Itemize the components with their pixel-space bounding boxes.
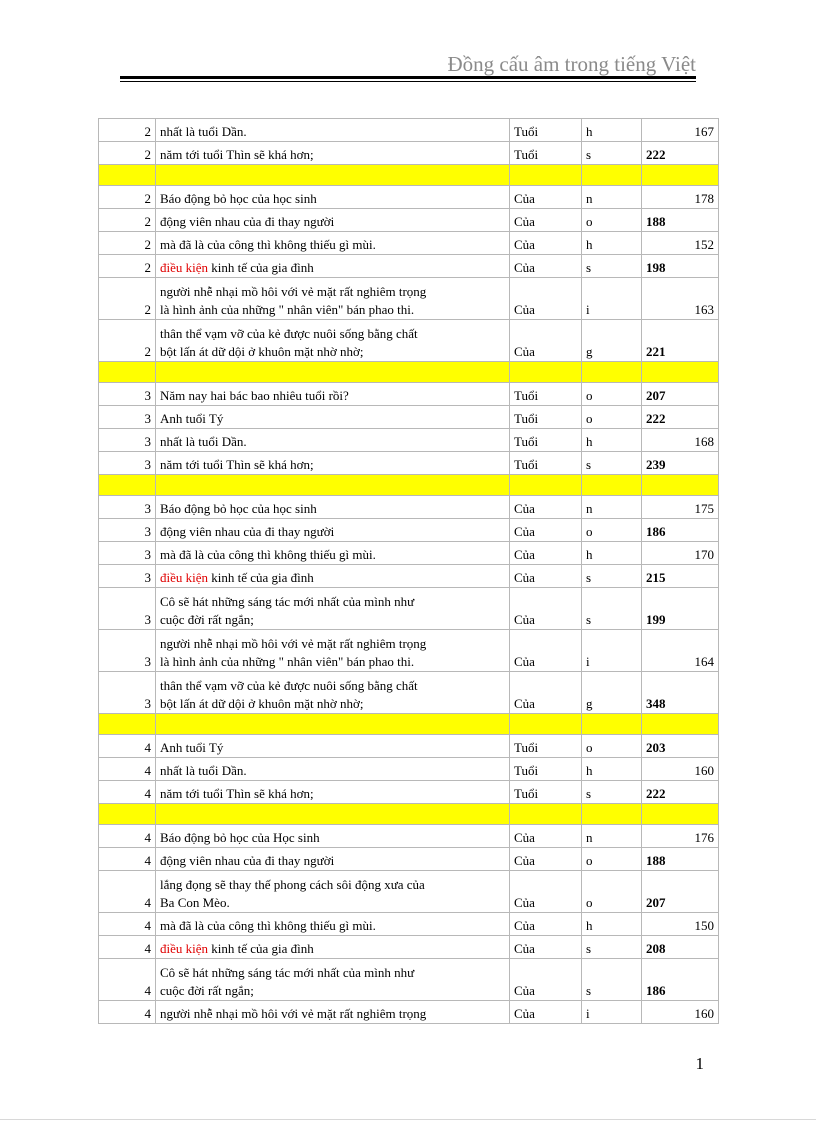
letter-cell: o [582, 519, 642, 542]
letter-cell: s [582, 781, 642, 804]
sentence-cell [156, 186, 510, 209]
keyword-cell: Của [510, 871, 582, 913]
table-row [99, 142, 719, 165]
value-cell: 150 [642, 913, 719, 936]
keyword-cell: Của [510, 320, 582, 362]
letter-cell: n [582, 496, 642, 519]
sentence-line-1: thân thể vạm vỡ của kẻ được nuôi sống bằng chất [160, 326, 418, 341]
table-row [99, 278, 719, 320]
table-row [99, 429, 719, 452]
sentence-cell [156, 383, 510, 406]
keyword-cell: Tuổi [510, 429, 582, 452]
keyword-cell: Tuổi [510, 781, 582, 804]
letter-cell: h [582, 429, 642, 452]
row-number-cell: 4 [99, 913, 156, 936]
header-rule-thick [120, 76, 696, 79]
value-cell: 167 [642, 119, 719, 142]
row-number-cell: 3 [99, 565, 156, 588]
value-cell: 239 [642, 452, 719, 475]
data-table [98, 118, 719, 1024]
keyword-cell: Của [510, 1001, 582, 1024]
sentence-cell [156, 848, 510, 871]
letter-cell: o [582, 848, 642, 871]
separator-cell [642, 475, 719, 496]
table-row [99, 781, 719, 804]
sentence-cell [156, 672, 510, 714]
keyword-cell: Của [510, 186, 582, 209]
separator-cell [156, 165, 510, 186]
table-row [99, 825, 719, 848]
highlighted-phrase: điều kiện [160, 570, 209, 585]
value-cell: 163 [642, 278, 719, 320]
table-row [99, 496, 719, 519]
sentence-text: kinh tế của gia đình [208, 260, 314, 275]
table-row [99, 542, 719, 565]
sentence-cell [156, 871, 510, 913]
sentence-cell [156, 519, 510, 542]
table-row [99, 913, 719, 936]
value-cell: 152 [642, 232, 719, 255]
table-row [99, 735, 719, 758]
table-row [99, 758, 719, 781]
sentence-cell [156, 320, 510, 362]
sentence-cell [156, 913, 510, 936]
row-number-cell: 4 [99, 735, 156, 758]
sentence-line-1: thân thể vạm vỡ của kẻ được nuôi sống bằng chất [160, 678, 418, 693]
sentence-text: mà đã là của công thì không thiếu gì mùi. [160, 547, 376, 562]
row-number-cell: 2 [99, 278, 156, 320]
row-number-cell: 3 [99, 383, 156, 406]
value-cell: 178 [642, 186, 719, 209]
value-cell: 199 [642, 588, 719, 630]
letter-cell: h [582, 913, 642, 936]
row-number-cell: 2 [99, 186, 156, 209]
table-row [99, 848, 719, 871]
highlighted-phrase: điều kiện [160, 941, 209, 956]
sentence-text: động viên nhau của đi thay người [160, 853, 335, 868]
table-row [99, 452, 719, 475]
separator-cell [156, 804, 510, 825]
keyword-cell: Của [510, 848, 582, 871]
row-number-cell: 2 [99, 255, 156, 278]
letter-cell: o [582, 209, 642, 232]
table-row [99, 630, 719, 672]
keyword-cell: Của [510, 209, 582, 232]
separator-cell [642, 165, 719, 186]
sentence-text: năm tới tuổi Thìn sẽ khá hơn; [160, 786, 314, 801]
value-cell: 207 [642, 383, 719, 406]
table-row [99, 959, 719, 1001]
letter-cell: n [582, 825, 642, 848]
value-cell: 188 [642, 848, 719, 871]
sentence-cell [156, 959, 510, 1001]
separator-cell [510, 804, 582, 825]
sentence-cell [156, 588, 510, 630]
value-cell: 170 [642, 542, 719, 565]
value-cell: 175 [642, 496, 719, 519]
sentence-text: Anh tuổi Tý [160, 411, 224, 426]
letter-cell: n [582, 186, 642, 209]
sentence-text: mà đã là của công thì không thiếu gì mùi. [160, 237, 376, 252]
separator-cell [582, 362, 642, 383]
table-row [99, 936, 719, 959]
sentence-line-2: bột lấn át dữ dội ở khuôn mặt nhờ nhờ; [160, 696, 364, 711]
section-separator-row [99, 804, 719, 825]
row-number-cell: 4 [99, 848, 156, 871]
sentence-line-1: Cô sẽ hát những sáng tác mới nhất của mình như [160, 965, 415, 980]
sentence-cell [156, 565, 510, 588]
value-cell: 198 [642, 255, 719, 278]
keyword-cell: Tuổi [510, 383, 582, 406]
keyword-cell: Của [510, 630, 582, 672]
sentence-text: Năm nay hai bác bao nhiêu tuổi rồi? [160, 388, 349, 403]
table-row [99, 186, 719, 209]
sentence-cell [156, 209, 510, 232]
sentence-line-1: lắng đọng sẽ thay thế phong cách sôi động xưa của [160, 877, 425, 892]
row-number-cell: 2 [99, 232, 156, 255]
row-number-cell: 2 [99, 209, 156, 232]
page-header-title: Đồng cấu âm trong tiếng Việt [447, 52, 696, 76]
separator-cell [642, 804, 719, 825]
keyword-cell: Của [510, 936, 582, 959]
row-number-cell: 4 [99, 781, 156, 804]
table-row [99, 565, 719, 588]
sentence-cell [156, 936, 510, 959]
row-number-cell: 3 [99, 672, 156, 714]
section-separator-row [99, 714, 719, 735]
value-cell: 160 [642, 758, 719, 781]
table-row [99, 871, 719, 913]
sentence-text: năm tới tuổi Thìn sẽ khá hơn; [160, 147, 314, 162]
keyword-cell: Tuổi [510, 735, 582, 758]
separator-cell [510, 362, 582, 383]
row-number-cell: 3 [99, 519, 156, 542]
sentence-line-2: Ba Con Mèo. [160, 895, 230, 910]
letter-cell: h [582, 542, 642, 565]
sentence-text: nhất là tuổi Dần. [160, 763, 247, 778]
separator-cell [99, 362, 156, 383]
keyword-cell: Của [510, 232, 582, 255]
value-cell: 164 [642, 630, 719, 672]
letter-cell: s [582, 959, 642, 1001]
sentence-text: Báo động bỏ học của học sinh [160, 191, 317, 206]
value-cell: 186 [642, 959, 719, 1001]
separator-cell [642, 714, 719, 735]
table-row [99, 320, 719, 362]
keyword-cell: Của [510, 542, 582, 565]
table-row [99, 519, 719, 542]
row-number-cell: 2 [99, 142, 156, 165]
value-cell: 222 [642, 781, 719, 804]
table-row [99, 672, 719, 714]
row-number-cell: 2 [99, 119, 156, 142]
sentence-cell [156, 119, 510, 142]
keyword-cell: Tuổi [510, 119, 582, 142]
separator-cell [582, 804, 642, 825]
value-cell: 348 [642, 672, 719, 714]
value-cell: 168 [642, 429, 719, 452]
page-bottom-edge [0, 1119, 816, 1120]
letter-cell: o [582, 871, 642, 913]
separator-cell [156, 475, 510, 496]
letter-cell: h [582, 119, 642, 142]
letter-cell: s [582, 936, 642, 959]
sentence-text: mà đã là của công thì không thiếu gì mùi. [160, 918, 376, 933]
separator-cell [582, 475, 642, 496]
sentence-cell [156, 406, 510, 429]
sentence-cell [156, 429, 510, 452]
value-cell: 186 [642, 519, 719, 542]
row-number-cell: 4 [99, 758, 156, 781]
data-table-body [99, 119, 719, 1024]
row-number-cell: 2 [99, 320, 156, 362]
letter-cell: g [582, 672, 642, 714]
page-number: 1 [695, 1054, 704, 1073]
letter-cell: h [582, 232, 642, 255]
keyword-cell: Của [510, 913, 582, 936]
sentence-cell [156, 735, 510, 758]
value-cell: 208 [642, 936, 719, 959]
letter-cell: o [582, 406, 642, 429]
sentence-cell [156, 542, 510, 565]
sentence-cell [156, 1001, 510, 1024]
sentence-cell [156, 496, 510, 519]
sentence-line-1: Cô sẽ hát những sáng tác mới nhất của mình như [160, 594, 415, 609]
letter-cell: o [582, 735, 642, 758]
keyword-cell: Của [510, 959, 582, 1001]
section-separator-row [99, 475, 719, 496]
table-row [99, 209, 719, 232]
separator-cell [99, 804, 156, 825]
value-cell: 215 [642, 565, 719, 588]
table-row [99, 232, 719, 255]
letter-cell: o [582, 383, 642, 406]
highlighted-phrase: điều kiện [160, 260, 209, 275]
separator-cell [99, 714, 156, 735]
table-row [99, 119, 719, 142]
value-cell: 221 [642, 320, 719, 362]
sentence-text: nhất là tuổi Dần. [160, 434, 247, 449]
table-row [99, 383, 719, 406]
sentence-cell [156, 452, 510, 475]
sentence-cell [156, 781, 510, 804]
letter-cell: s [582, 255, 642, 278]
row-number-cell: 4 [99, 1001, 156, 1024]
row-number-cell: 4 [99, 936, 156, 959]
separator-cell [510, 475, 582, 496]
letter-cell: i [582, 278, 642, 320]
section-separator-row [99, 165, 719, 186]
sentence-line-1: người nhễ nhại mồ hôi với vẻ mặt rất nghiêm trọng [160, 284, 427, 299]
table-row [99, 255, 719, 278]
sentence-cell [156, 278, 510, 320]
letter-cell: s [582, 452, 642, 475]
sentence-cell [156, 232, 510, 255]
keyword-cell: Tuổi [510, 406, 582, 429]
table-row [99, 588, 719, 630]
separator-cell [582, 714, 642, 735]
sentence-line-2: là hình ảnh của những " nhân viên" bán phao thi. [160, 654, 415, 669]
value-cell: 203 [642, 735, 719, 758]
letter-cell: s [582, 142, 642, 165]
letter-cell: h [582, 758, 642, 781]
sentence-text: năm tới tuổi Thìn sẽ khá hơn; [160, 457, 314, 472]
letter-cell: i [582, 1001, 642, 1024]
sentence-cell [156, 142, 510, 165]
separator-cell [510, 165, 582, 186]
row-number-cell: 4 [99, 825, 156, 848]
keyword-cell: Của [510, 565, 582, 588]
value-cell: 160 [642, 1001, 719, 1024]
keyword-cell: Tuổi [510, 452, 582, 475]
value-cell: 207 [642, 871, 719, 913]
letter-cell: s [582, 565, 642, 588]
row-number-cell: 4 [99, 871, 156, 913]
value-cell: 188 [642, 209, 719, 232]
sentence-cell [156, 825, 510, 848]
sentence-text: kinh tế của gia đình [208, 570, 314, 585]
separator-cell [510, 714, 582, 735]
keyword-cell: Của [510, 278, 582, 320]
sentence-line-2: cuộc đời rất ngắn; [160, 612, 254, 627]
sentence-text: Báo động bỏ học của Học sinh [160, 830, 320, 845]
row-number-cell: 3 [99, 429, 156, 452]
row-number-cell: 3 [99, 406, 156, 429]
sentence-cell [156, 255, 510, 278]
letter-cell: g [582, 320, 642, 362]
sentence-line-2: là hình ảnh của những " nhân viên" bán phao thi. [160, 302, 415, 317]
keyword-cell: Của [510, 255, 582, 278]
keyword-cell: Tuổi [510, 758, 582, 781]
value-cell: 176 [642, 825, 719, 848]
row-number-cell: 3 [99, 452, 156, 475]
sentence-text: người nhễ nhại mồ hôi với vẻ mặt rất nghiêm trọng [160, 1006, 427, 1021]
table-row [99, 1001, 719, 1024]
separator-cell [156, 714, 510, 735]
keyword-cell: Tuổi [510, 142, 582, 165]
sentence-text: kinh tế của gia đình [208, 941, 314, 956]
sentence-text: Báo động bỏ học của học sinh [160, 501, 317, 516]
row-number-cell: 3 [99, 542, 156, 565]
section-separator-row [99, 362, 719, 383]
sentence-text: động viên nhau của đi thay người [160, 524, 335, 539]
table-row [99, 406, 719, 429]
keyword-cell: Của [510, 496, 582, 519]
separator-cell [99, 165, 156, 186]
separator-cell [582, 165, 642, 186]
value-cell: 222 [642, 406, 719, 429]
sentence-line-2: bột lấn át dữ dội ở khuôn mặt nhờ nhờ; [160, 344, 364, 359]
header-rule-thin [120, 81, 696, 82]
sentence-cell [156, 630, 510, 672]
separator-cell [642, 362, 719, 383]
separator-cell [156, 362, 510, 383]
keyword-cell: Của [510, 672, 582, 714]
value-cell: 222 [642, 142, 719, 165]
row-number-cell: 3 [99, 588, 156, 630]
separator-cell [99, 475, 156, 496]
row-number-cell: 3 [99, 496, 156, 519]
sentence-text: nhất là tuổi Dần. [160, 124, 247, 139]
sentence-text: Anh tuổi Tý [160, 740, 224, 755]
row-number-cell: 3 [99, 630, 156, 672]
letter-cell: i [582, 630, 642, 672]
keyword-cell: Của [510, 825, 582, 848]
sentence-cell [156, 758, 510, 781]
sentence-text: động viên nhau của đi thay người [160, 214, 335, 229]
keyword-cell: Của [510, 588, 582, 630]
sentence-line-1: người nhễ nhại mồ hôi với vẻ mặt rất nghiêm trọng [160, 636, 427, 651]
keyword-cell: Của [510, 519, 582, 542]
letter-cell: s [582, 588, 642, 630]
sentence-line-2: cuộc đời rất ngắn; [160, 983, 254, 998]
row-number-cell: 4 [99, 959, 156, 1001]
